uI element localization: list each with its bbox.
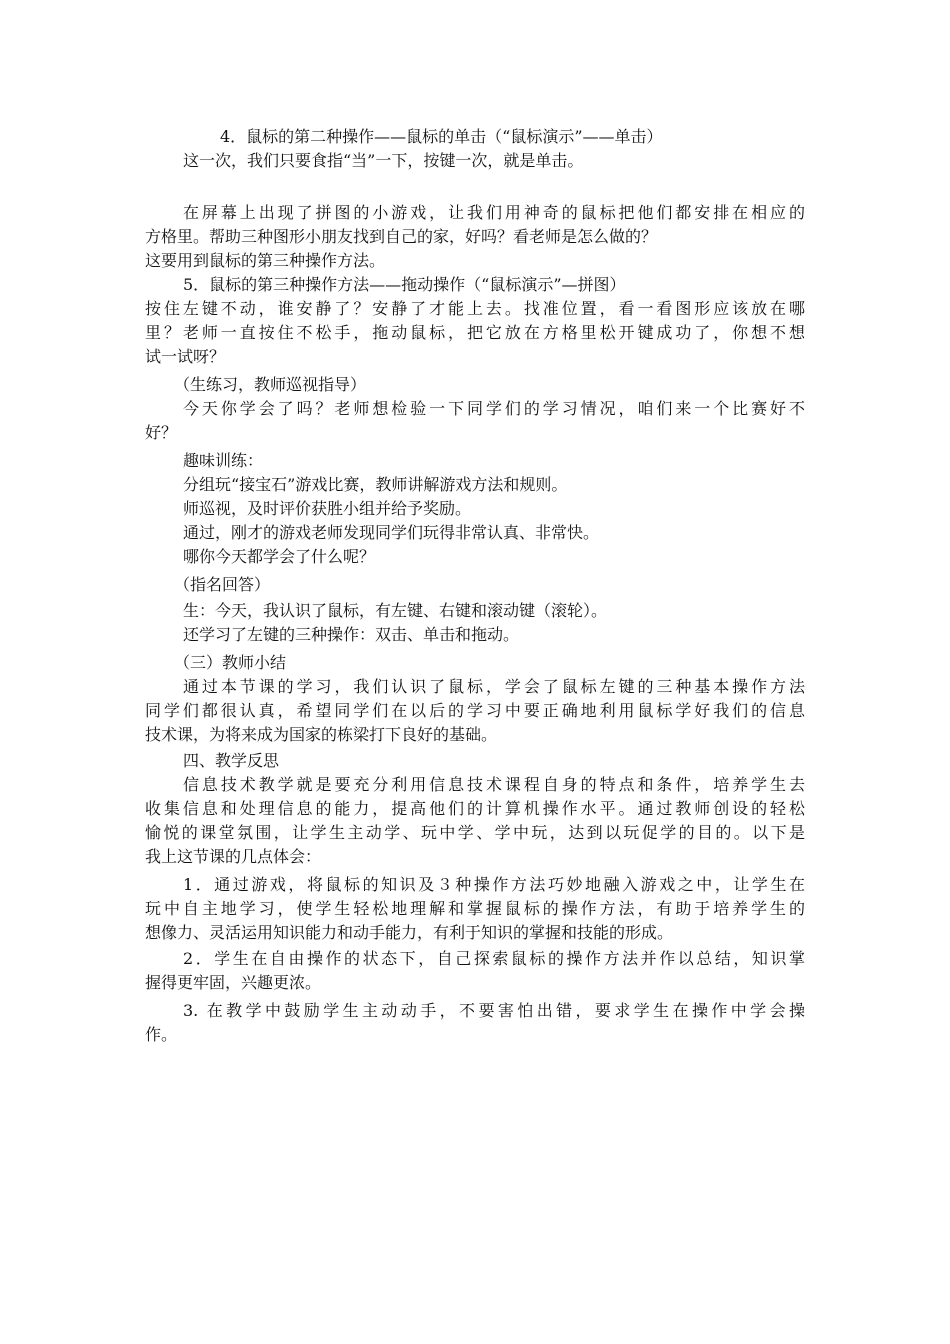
- paragraph-line: 这要用到鼠标的第三种操作方法。: [145, 251, 386, 270]
- heading-step-5: 5．鼠标的第三种操作方法——拖动操作（“鼠标演示”—拼图）: [183, 275, 626, 294]
- paragraph-line: （指名回答）: [174, 575, 271, 594]
- paragraph-line: 握得更牢固，兴趣更浓。: [145, 973, 322, 992]
- paragraph-line: 信息技术教学就是要充分利用信息技术课程自身的特点和条件，培养学生去: [183, 775, 805, 794]
- paragraph-line: 里？老师一直按住不松手，拖动鼠标，把它放在方格里松开键成功了，你想不想: [145, 323, 805, 342]
- paragraph-line: 好？: [145, 423, 178, 442]
- paragraph-line: 技术课，为将来成为国家的栋梁打下良好的基础。: [145, 725, 498, 744]
- paragraph-line: 还学习了左键的三种操作：双击、单击和拖动。: [183, 625, 520, 644]
- heading-step-4: 4．鼠标的第二种操作——鼠标的单击（“鼠标演示”——单击）: [220, 127, 663, 146]
- paragraph-line: 趣味训练：: [183, 451, 264, 470]
- paragraph-line: 按住左键不动，谁安静了？安静了才能上去。找准位置，看一看图形应该放在哪: [145, 299, 805, 318]
- paragraph-line: 玩中自主地学习，使学生轻松地理解和掌握鼠标的操作方法，有助于培养学生的: [145, 899, 805, 918]
- paragraph-line: 愉悦的课堂氛围，让学生主动学、玩中学、学中玩，达到以玩促学的目的。以下是: [145, 823, 805, 842]
- paragraph-line: 分组玩“接宝石”游戏比赛，教师讲解游戏方法和规则。: [183, 475, 568, 494]
- paragraph-line: 作。: [145, 1025, 178, 1044]
- paragraph-line: 师巡视，及时评价获胜小组并给予奖励。: [183, 499, 472, 518]
- paragraph-line: 2．学生在自由操作的状态下，自己探索鼠标的操作方法并作以总结，知识掌: [183, 949, 805, 968]
- paragraph-line: 我上这节课的几点体会：: [145, 847, 322, 866]
- section-heading: 四、教学反思: [183, 751, 280, 770]
- paragraph-line: 在屏幕上出现了拼图的小游戏，让我们用神奇的鼠标把他们都安排在相应的: [183, 203, 805, 222]
- paragraph-line: 通过，刚才的游戏老师发现同学们玩得非常认真、非常快。: [183, 523, 600, 542]
- paragraph-line: 这一次，我们只要食指“当”一下，按键一次，就是单击。: [183, 151, 584, 170]
- paragraph-line: 试一试呀？: [145, 347, 226, 366]
- paragraph-line: 同学们都很认真，希望同学们在以后的学习中要正确地利用鼠标学好我们的信息: [145, 701, 805, 720]
- paragraph-line: 哪你今天都学会了什么呢？: [183, 547, 376, 566]
- paragraph-line: 收集信息和处理信息的能力，提高他们的计算机操作水平。通过教师创设的轻松: [145, 799, 805, 818]
- paragraph-line: 想像力、灵活运用知识能力和动手能力，有利于知识的掌握和技能的形成。: [145, 923, 674, 942]
- paragraph-line: 今天你学会了吗？老师想检验一下同学们的学习情况，咱们来一个比赛好不: [183, 399, 805, 418]
- section-heading: （三）教师小结: [174, 653, 287, 672]
- paragraph-line: 方格里。帮助三种图形小朋友找到自己的家，好吗？看老师是怎么做的？: [145, 227, 658, 246]
- paragraph-line: 生：今天，我认识了鼠标，有左键、右键和滚动键（滚轮）。: [183, 601, 608, 620]
- paragraph-line: 通过本节课的学习，我们认识了鼠标，学会了鼠标左键的三种基本操作方法: [183, 677, 805, 696]
- paragraph-line: 3. 在教学中鼓励学生主动动手，不要害怕出错，要求学生在操作中学会操: [183, 1001, 805, 1020]
- paragraph-line: （生练习，教师巡视指导）: [174, 375, 367, 394]
- paragraph-line: 1．通过游戏，将鼠标的知识及３种操作方法巧妙地融入游戏之中，让学生在: [183, 875, 805, 894]
